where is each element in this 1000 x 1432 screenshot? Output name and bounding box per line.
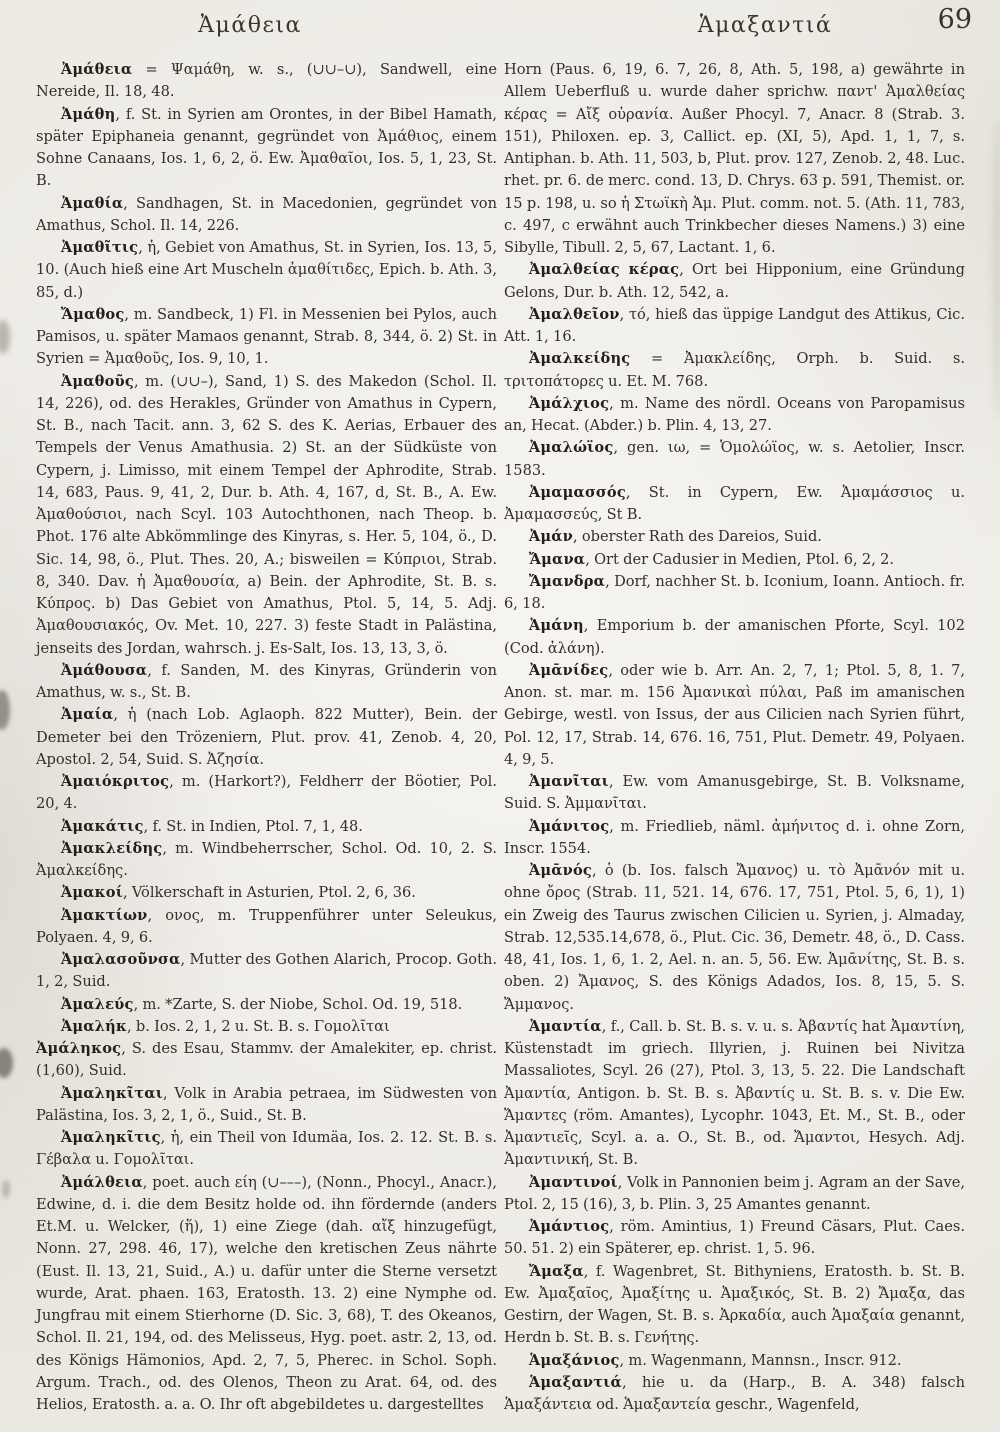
dictionary-entry: [504, 1372, 965, 1417]
entry-body: , m. Wagenmann, Mannsn., Inscr. 912.: [619, 1351, 902, 1369]
dictionary-entry: [504, 860, 965, 1016]
entry-body: , gen. ιω, = Ὁμολώϊος, w. s. Aetolier, Inscr. 1583.: [504, 439, 965, 479]
dictionary-entry: [504, 1016, 965, 1172]
entry-body: , m. (Harkort?), Feldherr der Böotier, Pol. 20, 4.: [36, 773, 497, 813]
dictionary-entry: [504, 393, 965, 438]
entry-body: , f. Wagenbret, St. Bithyniens, Eratosth. b. St. B. Ew. Ἀμαξαῖος, Ἀμαξίτης u. Ἀμαξικός, St. B. 2) Ἄμαξα, das Gestirn, der Wagen, St. B. s. Ἀρκαδία, auch Ἁμαξαία genannt, Herdn b. St. B. s. Γενήτης.: [504, 1262, 965, 1347]
entry-headword: Ἀμάληκος: [36, 1040, 122, 1057]
entry-headword: Ἀμαλκείδης: [528, 350, 631, 368]
dictionary-entry: [36, 816, 497, 838]
entry-body: , m. Windbeherrscher, Schol. Od. 10, 2. S. Ἀμαλκείδης.: [36, 839, 497, 879]
entry-body: , m. Sandbeck, 1) Fl. in Messenien bei Pylos, auch Pamisos, u. später Mamaos genannt, Strab. 8, 344, ö. 2) St. in Syrien = Ἀμαθοῦς, Ios. 9, 10, 1.: [36, 305, 497, 368]
entry-headword: Ἀμαλασοῦνσα: [60, 951, 181, 968]
entry-body: , Mutter des Gothen Alarich, Procop. Goth. 1, 2, Suid.: [36, 951, 497, 991]
entry-body: , f. Sanden, M. des Kinyras, Gründerin von Amathus, w. s., St. B.: [36, 661, 497, 701]
dictionary-entry: [36, 994, 497, 1016]
entry-headword: Ἀμαληκῖται: [60, 1084, 164, 1102]
entry-headword: Ἀμαία: [60, 706, 114, 724]
dictionary-entry: [504, 59, 965, 259]
entry-headword: Ἀμάθη: [60, 105, 116, 123]
dictionary-entry: [504, 1172, 965, 1217]
entry-headword: Ἀμάντιος: [528, 1218, 610, 1235]
entry-body: , m. Friedlieb, näml. ἀμήνιτος d. i. ohne Zorn, Inscr. 1554.: [504, 817, 965, 857]
entry-headword: Ἄμανδρα: [528, 572, 606, 590]
entry-headword: Ἀμάθεια: [60, 61, 133, 78]
right-column-header: Ἁμαξαντιά: [697, 13, 833, 38]
entry-headword: Ἀμαλεύς: [60, 995, 134, 1013]
entry-body: , τό, hieß das üppige Landgut des Attikus, Cic. Att. 1, 16.: [504, 305, 965, 345]
entry-body: , Ew. vom Amanusgebirge, St. B. Volksname, Suid. S. Ἀμμανῖται.: [504, 773, 965, 813]
entry-headword: Ἄμανα: [528, 550, 586, 568]
entry-body: , Völkerschaft in Asturien, Ptol. 2, 6, 36.: [122, 884, 416, 902]
dictionary-entry: [36, 304, 497, 371]
entry-body: , m. (∪∪–), Sand, 1) S. des Makedon (Schol. Il. 14, 226), od. des Herakles, Gründer von Amathus in Cypern, St. B., nach Tacit. ann. 3, 62 S. des K. Aerias, Erbauer des Tempels der Venus Amathusia. 2) St. an der Südküste von Cypern, j. Limisso, mit einem Tempel der Aphrodite, Strab. 14, 683, Paus. 9, 41, 2, Dur. b. Ath. 4, 167, d, St. B., A. Ew. Ἀμαθούσιοι, nach Scyl. 103 Autochthonen, nach Theop. b. Phot. 176 alte Abkömmlinge des Kinyras, s. Her. 5, 104, ö., D. Sic. 14, 98, ö., Plut. Thes. 20, A.; bisweilen = Κύπριοι, Strab. 8, 340. Dav. ἡ Ἀμαθουσία, a) Bein. der Aphrodite, St. B. s. Κύπρος. b) Das Gebiet von Amathus, Ptol. 5, 14, 5. Adj. Ἀμαθουσιακός, Ov. Met. 10, 227. 3) feste Stadt in Palästina, jenseits des Jordan, wahrsch. j. Es-Salt, Ios. 13, 13, 3, ö.: [36, 372, 497, 657]
entry-headword: Ἀμαθοῦς: [60, 372, 134, 390]
entry-body: , b. Ios. 2, 1, 2 u. St. B. s. Γομολῖται: [127, 1017, 390, 1035]
dictionary-entry: [36, 660, 497, 705]
dictionary-entry: [36, 1038, 497, 1083]
entry-body: , f. St. in Indien, Ptol. 7, 1, 48.: [143, 817, 363, 835]
dictionary-entry: [36, 1016, 497, 1038]
entry-body: , ἡ, Gebiet von Amathus, St. in Syrien, Ios. 13, 5, 10. (Auch hieß eine Art Muscheln ἀμαθίτιδες, Epich. b. Ath. 3, 85, d.): [36, 239, 497, 301]
dictionary-entry: [504, 816, 965, 861]
entry-headword: Ἀμαλθείας κέρας: [528, 261, 680, 279]
dictionary-entry: [504, 437, 965, 482]
left-column-header: Ἀμάθεια: [198, 13, 302, 38]
entry-headword: Ἀμακλείδης: [60, 839, 163, 857]
entry-headword: Ἀμαντία: [528, 1017, 602, 1035]
entry-body: , ονος, m. Truppenführer unter Seleukus, Polyaen. 4, 9, 6.: [36, 906, 497, 946]
entry-body: , Dorf, nachher St. b. Iconium, Ioann. Antioch. fr. 6, 18.: [504, 572, 965, 612]
entry-body: , Ort der Cadusier in Medien, Ptol. 6, 2, 2.: [585, 550, 895, 568]
entry-body: , St. in Cypern, Ew. Ἀμαμάσσιος u. Ἀμαμασσεύς, St B.: [504, 483, 965, 523]
entry-body: , Volk in Pannonien beim j. Agram an der Save, Ptol. 2, 15 (16), 3, b. Plin. 3, 25 Amantes genannt.: [504, 1173, 965, 1213]
entry-headword: Ἀμάνη: [528, 617, 584, 635]
dictionary-entry: [36, 59, 497, 104]
entry-headword: Ἀμαιόκριτος: [60, 773, 170, 790]
entry-body: , f. St. in Syrien am Orontes, in der Bibel Hamath, später Epiphaneia genannt, gegründet von Ἀμάθιος, einem Sohne Canaans, Ios. 1, 6, 2, ö. Ew. Ἀμαθαῖοι, Ios. 5, 1, 23, St. B.: [36, 105, 497, 190]
dictionary-entry: [504, 615, 965, 660]
dictionary-entry: [36, 704, 497, 771]
dictionary-entry: [36, 1172, 497, 1417]
dictionary-entry: [36, 882, 497, 904]
entry-headword: Ἀμᾱνός: [528, 862, 592, 879]
dictionary-entry: [36, 237, 497, 304]
dictionary-entry: [504, 259, 965, 304]
entry-body: , S. des Esau, Stammv. der Amalekiter, ep. christ. (1,60), Suid.: [36, 1040, 497, 1080]
entry-body: , ἡ, ein Theil von Idumäa, Ios. 2. 12. St. B. s. Γέβαλα u. Γομολῖται.: [36, 1129, 497, 1169]
page-number: 69: [937, 4, 972, 35]
dictionary-entry: [504, 660, 965, 771]
dictionary-entry: [36, 838, 497, 883]
entry-headword: Ἁμαξάνιος: [528, 1351, 620, 1369]
entry-body: , oberster Rath des Dareios, Suid.: [572, 528, 822, 546]
dictionary-entry: [504, 482, 965, 527]
entry-headword: Ἀμάν: [528, 528, 573, 546]
entry-headword: Ἀμαμασσός: [528, 483, 626, 501]
dictionary-entry: [504, 1216, 965, 1261]
dictionary-entry: [504, 1261, 965, 1350]
entry-headword: Ἀμάλχιος: [528, 394, 610, 412]
scan-smudge: [2, 1180, 10, 1198]
entry-headword: Ἀμαληκῖτις: [60, 1129, 161, 1146]
scan-smudge: [0, 690, 10, 730]
dictionary-entry: [504, 771, 965, 816]
dictionary-entry: [504, 571, 965, 616]
scan-smudge: [993, 120, 1000, 420]
entry-body: , oder wie b. Arr. An. 2, 7, 1; Ptol. 5, 8, 1. 7, Anon. st. mar. m. 156 Ἀμανικαὶ πύλαι, Paß im amanischen Gebirge, westl. von Issus, der aus Cilicien nach Syrien führt, Pol. 12, 17, Strab. 14, 676. 16, 751, Plut. Demetr. 49, Polyaen. 4, 9, 5.: [504, 661, 965, 768]
dictionary-entry: [504, 526, 965, 548]
entry-headword: Ἀμακτίων: [60, 906, 148, 924]
entry-headword: Ἀμάθουσα: [60, 661, 148, 679]
entry-headword: Ἀμακάτις: [60, 817, 144, 835]
entry-body: , Emporium b. der amanischen Pforte, Scyl. 102 (Cod. ἀλάνη).: [504, 617, 965, 657]
entry-headword: Ἄμαθος: [60, 305, 125, 323]
entry-headword: Ἀμᾱνίδες: [528, 661, 609, 679]
entry-body: , Ort bei Hipponium, eine Gründung Gelons, Dur. b. Ath. 12, 542, a.: [504, 261, 965, 301]
dictionary-entry: [36, 104, 497, 193]
entry-body: , hie u. da (Harp., B. A. 348) falsch Ἁμαξάντεια od. Ἁμαξαντεία geschr., Wagenfeld,: [504, 1373, 965, 1413]
entry-body: = Ψαμάθη, w. s., (∪∪–∪), Sandwell, eine Nereide, Il. 18, 48.: [36, 61, 497, 101]
scan-smudge: [0, 1048, 13, 1078]
entry-body: , Volk in Arabia petraea, im Südwesten von Palästina, Ios. 3, 2, 1, ö., Suid., St. B.: [36, 1084, 497, 1124]
entry-body: , ὁ (b. Ios. falsch Ἄμανος) u. τὸ Ἀμᾱνόν mit u. ohne ὄρος (Strab. 11, 521. 14, 676. 17, 751, Ptol. 5, 6, 1), 1) ein Zweig des Taurus zwischen Cilicien u. Syrien, j. Almaday, Strab. 12,535.14,678, ö., Plut. Cic. 36, Demetr. 48, ö., D. Cass. 48, 41, Ios. 1, 6, 1. 2, Ael. n. an. 5, 56. Ew. Ἀμᾱνίτης, St. B. s. oben. 2) Ἄμανος, S. des Königs Adados, Ios. 8, 15, 5. S. Ἄμμανος.: [504, 862, 965, 1013]
right-column: [504, 59, 965, 1416]
entry-body: = Ἀμακλείδης, Orph. b. Suid. s. τριτοπάτορες u. Et. M. 768.: [504, 350, 965, 390]
left-column: [36, 59, 497, 1416]
entry-headword: Ἀμανῖται: [528, 773, 609, 790]
entry-body: , röm. Amintius, 1) Freund Cäsars, Plut. Caes. 50. 51. 2) ein Späterer, ep. christ. 1, 5. 96.: [504, 1218, 965, 1258]
dictionary-entry: [36, 371, 497, 660]
entry-headword: Ἀμαθία: [60, 194, 124, 212]
dictionary-entry: [36, 1127, 497, 1172]
entry-body: Horn (Paus. 6, 19, 6. 7, 26, 8, Ath. 5, 198, a) gewährte in Allem Ueberfluß u. wurde daher sprichw. παντ' Ἀμαλθείας κέρας = Αἴξ οὐρανία. Außer Phocyl. 7, Anacr. 8 (Strab. 3. 151), Philoxen. ep. 3, Callict. ep. (XI, 5), Apd. 1, 1, 7, s. Antiphan. b. Ath. 11, 503, b, Plut. prov. 127, Zenob. 2, 48. Luc. rhet. pr. 6. de merc. cond. 13, D. Chrys. 63 p. 591, Themist. or. 15 p. 198, u. so ἡ Στωϊκὴ Ἀμ. Plut. comm. not. 5. (Ath. 11, 783, c. 497, c erwähnt auch Trinkbecher dieses Namens.) 3) eine Sibylle, Tibull. 2, 5, 67, Lactant. 1, 6.: [504, 61, 965, 256]
dictionary-entry: [36, 949, 497, 994]
scan-smudge: [0, 320, 10, 354]
entry-body: , poet. auch είη (∪–––), (Nonn., Phocyl., Anacr.), Edwine, d. i. die dem Besitz holde od. ihn fördernde (anders Et.M. u. Welcker, (ἥ), 1) eine Ziege (dah. αἴξ hinzugefügt, Nonn. 27, 298. 46, 17), welche den kretischen Zeus nährte (Eust. Il. 13, 21, Suid., A.) u. dafür unter die Sterne versetzt wurde, Arat. phaen. 163, Eratosth. 13. 2) eine Nymphe od. Jungfrau mit einem Stierhorne (D. Sic. 3, 68), T. des Okeanos, Schol. Il. 21, 194, od. des Melisseus, Hyg. poet. astr. 2, 13, od. des Königs Hämonios, Apd. 2, 7, 5, Pherec. in Schol. Soph. Argum. Trach., od. des Olenos, Theon zu Arat. 64, od. des Helios, Eratosth. a. a. O. Ihr oft abgebildetes u. dargestelltes: [36, 1173, 497, 1413]
entry-headword: Ἀμακοί: [60, 884, 123, 902]
entry-headword: Ἀμαλθεῖον: [528, 305, 620, 323]
dictionary-entry: [504, 1350, 965, 1372]
entry-headword: Ἀμάλθεια: [60, 1173, 143, 1191]
dictionary-entry: [36, 1083, 497, 1128]
dictionary-entry: [36, 193, 497, 238]
entry-headword: Ἀμαλώϊος: [528, 439, 614, 457]
dictionary-entry: [36, 771, 497, 816]
entry-headword: Ἀμαθῖτις: [60, 239, 139, 256]
entry-headword: Ἀμαλήκ: [60, 1017, 128, 1035]
running-head: [0, 0, 1000, 56]
entry-headword: Ἀμάνιτος: [528, 817, 610, 835]
entry-headword: Ἁμαξαντιά: [528, 1373, 622, 1391]
entry-headword: Ἀμαντινοί: [528, 1173, 618, 1191]
dictionary-entry: [36, 905, 497, 950]
dictionary-entry: [504, 304, 965, 349]
entry-body: , m. Name des nördl. Oceans von Paropamisus an, Hecat. (Abder.) b. Plin. 4, 13, 27.: [504, 394, 965, 434]
entry-body: , m. *Zarte, S. der Niobe, Schol. Od. 19, 518.: [133, 995, 463, 1013]
entry-headword: Ἄμαξα: [528, 1262, 584, 1280]
dictionary-entry: [504, 549, 965, 571]
entry-body: , ἡ (nach Lob. Aglaoph. 822 Mutter), Bein. der Demeter bei den Trözeniern, Plut. prov. 41, Zenob. 4, 20, Apostol. 2, 54, Suid. S. Ἀζησία.: [36, 706, 497, 768]
dictionary-entry: [504, 348, 965, 393]
entry-body: , f., Call. b. St. B. s. v. u. s. Ἀβαντίς hat Ἀμαντίνη, Küstenstadt im griech. Illyrien, j. Ruinen bei Nivitza Massaliotes, Scyl. 26 (27), Ptol. 3, 13, 5. 22. Die Landschaft Ἀμαντία, Antigon. b. St. B. s. Ἀβαντίς u. St. B. s. v. Die Ew. Ἄμαντες (röm. Amantes), Lycophr. 1043, Et. M., St. B., oder Ἀμαντιεῖς, Scyl. a. a. O., St. B., od. Ἄμαντοι, Hesych. Adj. Ἀμαντινική, St. B.: [504, 1017, 965, 1169]
entry-body: , Sandhagen, St. in Macedonien, gegründet von Amathus, Schol. Il. 14, 226.: [36, 194, 497, 234]
